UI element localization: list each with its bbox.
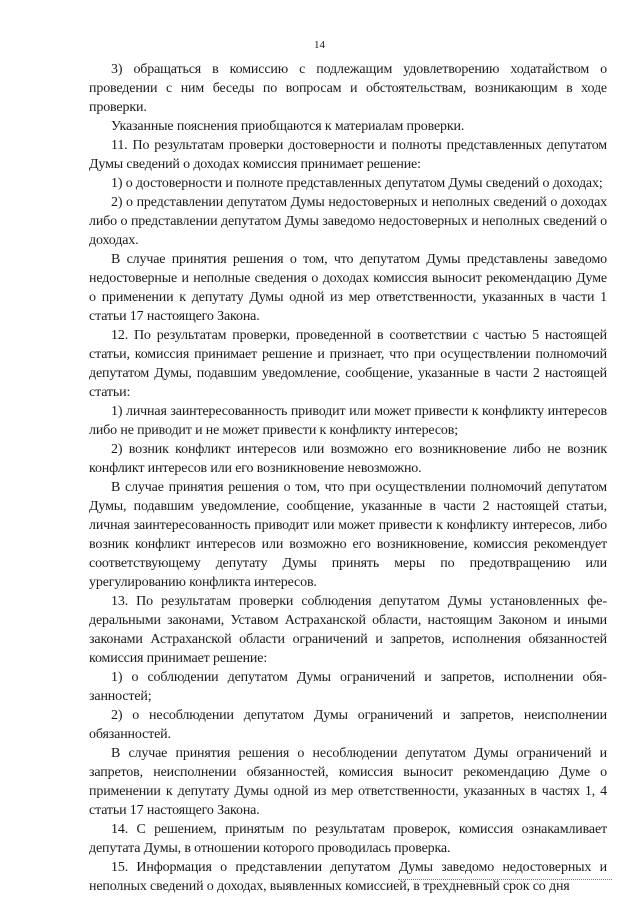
paragraph-13: 13. По результатам проверки соблюдения депутатом Думы установленных федеральными законами, Уставом Астраханской области, настоящим Законом и иными законами Астраханской области ограничений и запретов, исполнения обязанностей комиссия принимает решение:: [89, 594, 607, 666]
paragraph-12-item-1: 1) личная заинтересованность приводит или может привести к конфликту интересов либо не приводит и не может привести к конфликту интересов;: [89, 404, 607, 438]
page-number: 14: [314, 39, 325, 51]
document-body: [89, 60, 607, 896]
paragraph-15: 15. Информация о представлении депутатом Думы заведомо недостоверных и неполных сведений о доходах, выявленных комиссией, в трехдневный срок со дня: [89, 860, 607, 894]
paragraph-11: 11. По результатам проверки достоверности и полноты представленных депутатом Думы сведений о доходах комиссия принимает решение:: [89, 138, 607, 172]
paragraph-13-item-1: 1) о соблюдении депутатом Думы ограничений и запретов, исполнении обязанностей;: [89, 670, 607, 704]
paragraph-11-item-1: 1) о достоверности и полноте представленных депутатом Думы сведений о доходах;: [111, 176, 603, 191]
paragraph-12-consequence: В случае принятия решения о том, что при осуществлении полномочий депутатом Думы, подавшим уведомление, сообщение, указанные в части 2 настоящей статьи, личная заинтересованность приводит или может привести к конфликту интересов, либо возник конфликт интересов или возможно его возникновение, комиссия рекомендует соответствующему депутату Думы принять меры по предотвращению или урегулированию конфликта интересов.: [89, 480, 607, 590]
paragraph-11-consequence: В случае принятия решения о том, что депутатом Думы представлены заведомо недостоверные и неполные сведения о доходах комиссия выносит рекомендацию Думе о применении к депутату Думы одной из мер ответственности, указанных в части 1 статьи 17 настоящего Закона.: [89, 252, 607, 324]
paragraph-explanations-attached: Указанные пояснения приобщаются к материалам проверки.: [111, 119, 465, 134]
paragraph-11-item-3: 3) обращаться в комиссию с подлежащим удовлетворению ходатайством о проведении с ним беседы по вопросам и обстоятельствам, возникающим в ходе проверки.: [89, 62, 607, 115]
paragraph-13-item-2: 2) о несоблюдении депутатом Думы ограничений и запретов, неисполнении обязанностей.: [89, 708, 607, 742]
paragraph-14: 14. С решением, принятым по результатам проверок, комиссия ознакамливает депутата Думы, в отношении которого проводилась проверка.: [89, 822, 607, 856]
paragraph-13-consequence: В случае принятия решения о несоблюдении депутатом Думы ограничений и запретов, неисполнении обязанностей, комиссия выносит рекомендацию Думе о применении к депутату Думы одной из мер ответственности, указанных в частях 1, 4 статьи 17 настоящего Закона.: [89, 746, 607, 818]
paragraph-12: 12. По результатам проверки, проведенной в соответствии с частью 5 настоящей статьи, комиссия принимает решение и признает, что при осуществлении полномочий депутатом Думы, подавшим уведомление, сообщение, указанные в части 2 настоящей статьи:: [89, 328, 607, 400]
paragraph-11-item-2: 2) о представлении депутатом Думы недостоверных и неполных сведений о доходах либо о представлении депутатом Думы заведомо недостоверных и неполных сведений о доходах.: [89, 195, 607, 248]
footer-rule: [398, 879, 612, 880]
paragraph-12-item-2: 2) возник конфликт интересов или возможно его возникновение либо не возник конфликт интересов или его возникновение невозможно.: [89, 442, 607, 476]
